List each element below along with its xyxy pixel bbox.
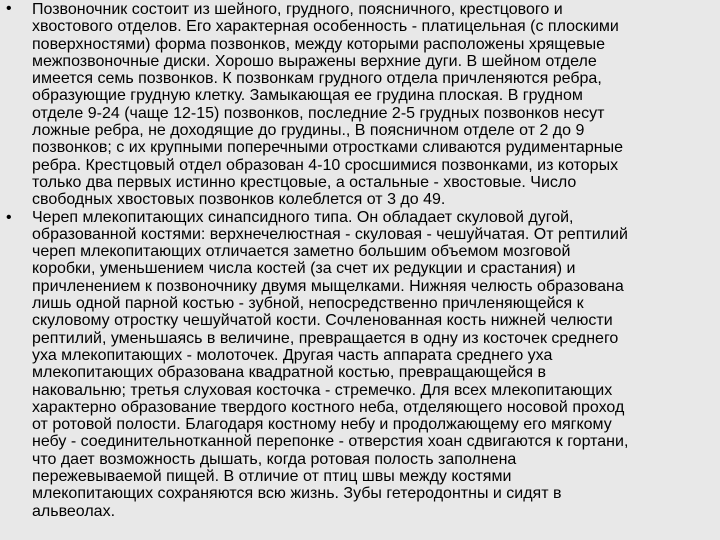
text-line: небу - соединительнотканной перепонке - отверстия хоан сдвигаются к гортани, <box>32 433 629 451</box>
bullet-item-skull <box>0 209 720 520</box>
text-line: хвостового отделов. Его характерная особенность - платицельная (с плоскими <box>32 18 619 36</box>
text-line: уха млекопитающих - молоточек. Другая часть аппарата среднего уха <box>32 346 553 364</box>
text-line: ложные ребра, не доходящие до грудины., В поясничном отделе от 2 до 9 <box>32 122 585 140</box>
text-line: скуловому отростку чешуйчатой кости. Сочленованная кость нижней челюсти <box>32 312 613 330</box>
text-line: ребра. Крестцовый отдел образован 4-10 сросшимися позвонками, из которых <box>32 156 619 174</box>
text-line: позвонков; с их крупными поперечными отростками сливаются рудиментарные <box>32 139 624 157</box>
text-line: характерно образование твердого костного неба, отделяющего носовой проход <box>32 398 625 416</box>
bullet-item-spine <box>0 0 720 209</box>
bullet-icon: • <box>6 0 12 17</box>
text-line: причленением к позвоночнику двумя мыщелками. Нижняя челюсть образована <box>32 277 624 295</box>
text-line: межпозвоночные диски. Хорошо выражены верхние дуги. В шейном отделе <box>32 52 597 70</box>
text-line: имеется семь позвонков. К позвонкам грудного отдела причленяются ребра, <box>32 70 602 88</box>
text-line: образованной костями: верхнечелюстная - скуловая - чешуйчатая. От рептилий <box>32 225 628 243</box>
text-line: рептилий, уменьшаясь в величине, превращается в одну из косточек среднего <box>32 329 619 347</box>
text-line: отделе 9-24 (чаще 12-15) позвонков, последние 2-5 грудных позвонков несут <box>32 104 605 122</box>
text-line: наковальню; третья слуховая косточка - стремечко. Для всех млекопитающих <box>32 381 613 399</box>
text-line: млекопитающих образована квадратной костью, превращающейся в <box>32 364 546 382</box>
text-line: лишь одной парной костью - зубной, непосредственно причленяющейся к <box>32 295 584 313</box>
text-line: Череп млекопитающих синапсидного типа. Он обладает скуловой дугой, <box>32 208 574 226</box>
bullet-text-skull <box>32 209 704 520</box>
text-line: Позвоночник состоит из шейного, грудного, поясничного, крестцового и <box>32 1 563 18</box>
bullet-icon: • <box>6 208 12 226</box>
text-line: поверхностями) форма позвонков, между которыми расположены хрящевые <box>32 35 606 53</box>
text-line: коробки, уменьшением числа костей (за счет их редукции и срастания) и <box>32 260 576 278</box>
text-line: только два первых истинно крестцовые, а остальные - хвостовые. Число <box>32 173 577 191</box>
text-line: млекопитающих сохраняются всю жизнь. Зубы гетеродонтны и сидят в <box>32 485 562 503</box>
text-line: от ротовой полости. Благодаря костному небу и продолжающему его мягкому <box>32 416 612 434</box>
text-line: свободных хвостовых позвонков колеблется от 3 до 49. <box>32 191 446 209</box>
text-line: череп млекопитающих отличается заметно большим объемом мозговой <box>32 243 571 261</box>
text-line: образующие грудную клетку. Замыкающая ее грудина плоская. В грудном <box>32 87 583 105</box>
text-line: что дает возможность дышать, когда ротовая полость заполнена <box>32 450 517 468</box>
text-line: пережевываемой пищей. В отличие от птиц швы между костями <box>32 468 512 486</box>
bullet-text-spine <box>32 1 704 209</box>
text-line: альвеолах. <box>32 502 116 520</box>
